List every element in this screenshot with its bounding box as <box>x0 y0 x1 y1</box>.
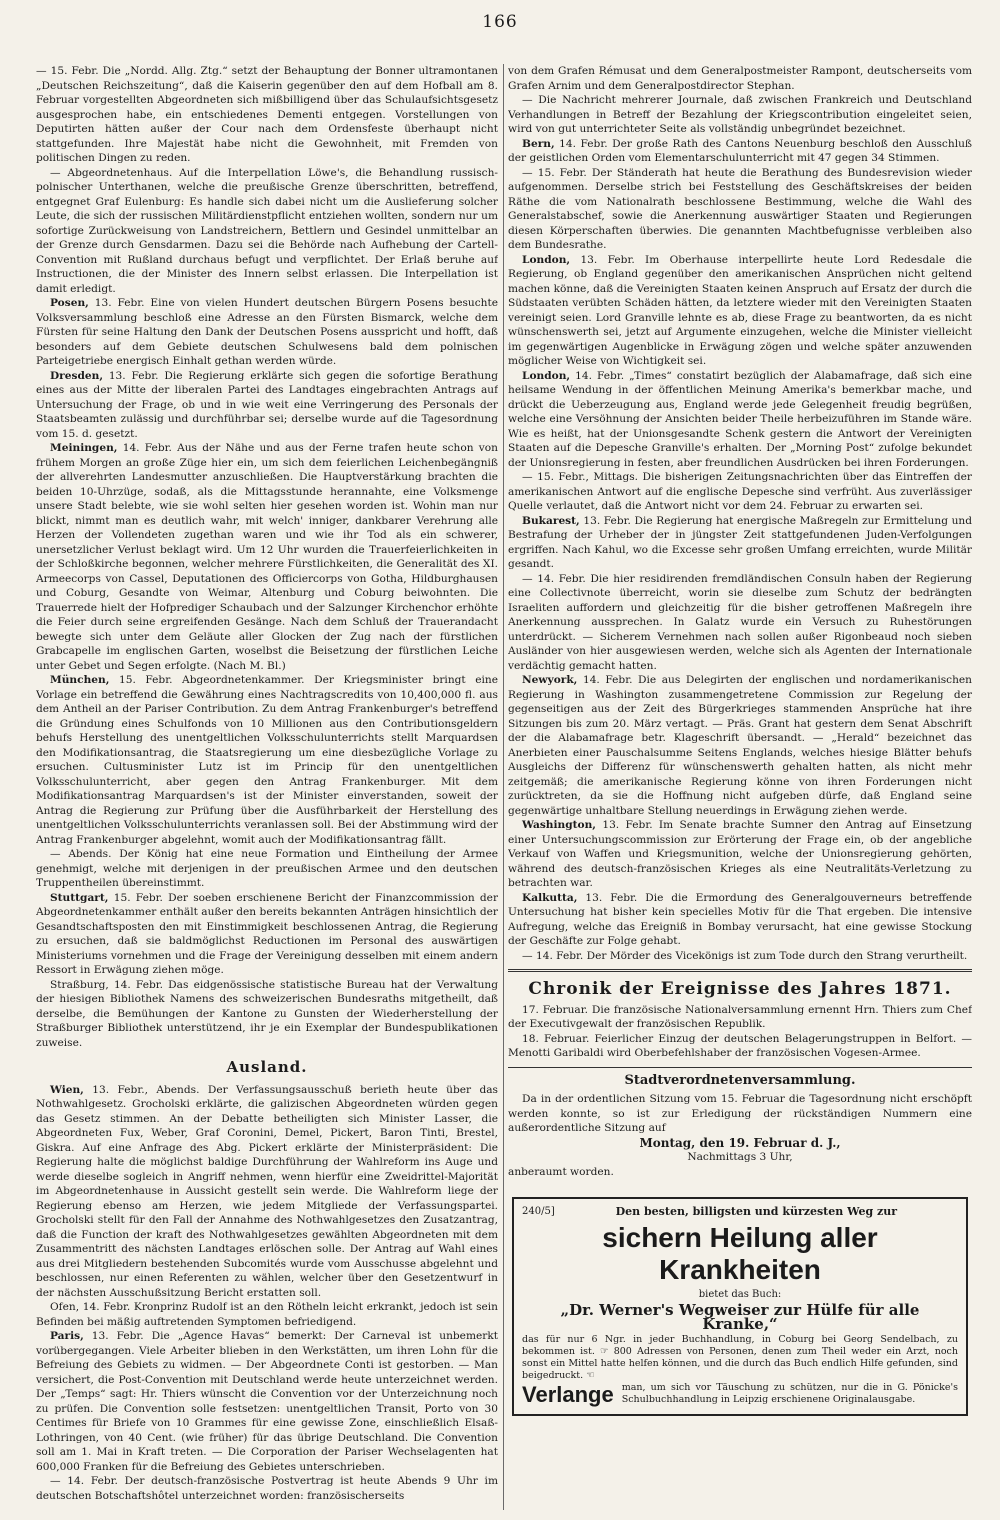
article-muenchen: München, 15. Febr. Abgeordnetenkammer. Der Kriegsminister bringt eine Vorlage ein betreffend die Gewährung eines Nachtragscredits von 10,400,000 fl. aus dem Antheil an der Pariser Contribution. Zu dem Antrag Frankenburger's betreffend die Gründung eines Schulfonds von 10 Millionen aus den Contributionsgeldern behufs Herstellung des unentgeltlichen Volksschulunterrichts stellt Marquardsen den Modifikationsantrag, die Staatsregierung um eine diesbezügliche Vorlage zu ersuchen. Cultusminister Lutz ist im Princip für den unentgeltlichen Volksschulunterricht, aber gegen den Antrag Frankenburger. Mit dem Modifikationsantrag Marquardsen's ist der Minister einverstanden, soweit der Antrag die Regierung zur Prüfung über die Ausführbarkeit der Herstellung des unentgeltlichen Volksschulunterrichts veranlassen soll. Bei der Abstimmung wird der Antrag Frankenburger abgelehnt, womit auch der Modifikationsantrag fällt. <box>36 674 498 846</box>
council-heading: Stadtverordnetenversammlung. <box>624 1072 856 1088</box>
dateline-posen: Posen, <box>50 297 89 309</box>
article-bukarest-consuln: — 14. Febr. Die hier residirenden fremdländischen Consuln haben der Regierung eine Collectivnote überreicht, worin sie dieselbe zum Schutz der bedrängten Israeliten auffordern und gleichzeitig für die bisher getroffenen Maßregeln ihre Anerkennung aussprechen. In Galatz wurde ein Versuch zu Ruhestörungen unterdrückt. — Sicherem Vernehmen nach sollen außer Rigonbeaud noch sieben Ausländer von hier ausgewiesen werden, welche sich als Agenten der Internationale verdächtig gemacht hatten. <box>508 572 972 672</box>
dateline-meiningen: Meiningen, <box>50 442 118 454</box>
ad-bottom <box>522 1382 958 1408</box>
page-number: 166 <box>482 12 518 32</box>
article-paris-postvertrag: — 14. Febr. Der deutsch-französische Postvertrag ist heute Abends 9 Uhr im deutschen Botschaftshôtel unterzeichnet worden: französischerseits <box>36 1475 498 1502</box>
article-staenderath: — 15. Febr. Der Ständerath hat heute die Berathung des Bundesrevision wieder aufgenommen. Derselbe strich bei Feststellung des Geschäftskreises der beiden Räthe die vom Nationalrath beschlossene Bestimmung, welche die Wahl des Generalstabschef, sowie die Anerkennung auswärtiger Staaten und Regierungen diesen Körperschaften überwies. Die genannten Machtbefugnisse verbleiben also dem Bundesrathe. <box>508 166 972 251</box>
chronik-heading: Chronik der Ereignisse des Jahres 1871. <box>528 979 952 999</box>
section-divider-2 <box>508 1067 972 1068</box>
chronik-entry-17: 17. Februar. Die französische Nationalversammlung ernennt Hrn. Thiers zum Chef der Executivgewalt der französischen Republik. <box>508 1003 972 1030</box>
article-posen: Posen, 13. Febr. Eine von vielen Hundert deutschen Bürgern Posens besuchte Volksversammlung beschloß eine Adresse an den Fürsten Bismarck, welche dem Fürsten für seine Haltung den Dank der Deutschen Posens ausspricht und hofft, daß besonders auf dem Gebiete deutschen Schulwesens bald dem polnischen Parteigetriebe energisch Einhalt gethan werden würde. <box>36 297 498 367</box>
council-end: anberaumt worden. <box>508 1165 614 1178</box>
council-time: Nachmittags 3 Uhr, <box>687 1151 793 1163</box>
ad-book-title: „Dr. Werner's Wegweiser zur Hülfe für alle Kranke,“ <box>560 1300 920 1333</box>
advertisement-box <box>512 1197 968 1416</box>
chronik-entry-18: 18. Februar. Feierlicher Einzug der deutschen Belagerungstruppen in Belfort. — Menotti Garibaldi wird Oberbefehlshaber der französischen Vogesen-Armee. <box>508 1032 972 1059</box>
dateline-bukarest: Bukarest, <box>522 514 580 527</box>
article-kalkutta-moerder: — 14. Febr. Der Mörder des Vicekönigs ist zum Tode durch den Strang verurtheilt. <box>522 949 968 962</box>
section-divider <box>508 969 972 972</box>
ad-headline: sichern Heilung aller Krankheiten <box>602 1221 878 1285</box>
article-meiningen: Meiningen, 14. Febr. Aus der Nähe und aus der Ferne trafen heute schon von frühem Morgen an große Züge hier ein, um sich dem feierlichen Leichenbegängniß der allverehrten Landesmutter anzuschließen. Die Hauptverstärkung brachten die beiden 10-Uhrzüge, sodaß, als die Mittagsstunde herannahte, eine Volksmenge unsere Stadt belebte, wie sie wohl selten hier gesehen worden ist. Wohin man nur blickt, nimmt man es deutlich wahr, mit welch' inniger, dankbarer Verehrung alle Herzen der Vollendeten zugethan waren und wie ihr Tod als ein schwerer, unersetzlicher Verlust beklagt wird. Um 12 Uhr wurden die Trauerfeierlichkeiten in der Schloßkirche begonnen, welcher mehrere Fürstlichkeiten, die Generalität des XI. Armeecorps von Cassel, Deputationen des Officiercorps von Gotha, Hildburghausen und Coburg, Gesandte von Weimar, Altenburg und Coburg beiwohnten. Die Trauerrede hielt der Hofprediger Schaubach und der Salzunger Kirchenchor erhöhte die Feier durch seine ergreifenden Gesänge. Nach dem Schluß der Trauerandacht bewegte sich unter dem Geläute aller Glocken der Zug nach der fürstlichen Grabcapelle im englischen Garten, woselbst die Beisetzung der fürstlichen Leiche unter Gebet und Segen erfolgte. (Nach M. Bl.) <box>36 442 498 672</box>
ad-bottom-text: man, um sich vor Täuschung zu schützen, nur die in G. Pönicke's Schulbuchhandlung in Leipzig erschienene Originalausgabe. <box>621 1381 958 1405</box>
dateline-kalkutta: Kalkutta, <box>522 891 578 904</box>
article-kalkutta: Kalkutta, 13. Febr. Die die Ermordung des Generalgouverneurs betreffende Untersuchung hat bisher kein specielles Motiv für die That ergeben. Die intensive Aufregung, welche das Ereigniß in Bombay verursacht, hat eine gewisse Stockung der Geschäfte zur Folge gehabt. <box>508 891 972 947</box>
article-dresden: Dresden, 13. Febr. Die Regierung erklärte sich gegen die sofortige Berathung eines aus der Mitte der liberalen Partei des Landtages eingebrachten Antrags auf Untersuchung der Frage, ob und in wie weit eine Verringerung des Personals der Staatsbeamten zulässig und durchführbar sei; derselbe wurde auf die Tagesordnung vom 15. d. gesetzt. <box>36 369 498 440</box>
dateline-dresden: Dresden, <box>50 369 104 382</box>
article-ofen: Ofen, 14. Febr. Kronprinz Rudolf ist an den Rötheln leicht erkrankt, jedoch ist sein Befinden bei mäßig auftretenden Symptomen befriedigend. <box>36 1301 498 1328</box>
article-newyork: Newyork, 14. Febr. Die aus Delegirten der englischen und nordamerikanischen Regierung in Washington zusammengetretene Commission zur Regelung der gegenseitigen aus der Zeit des Bürgerkrieges stammenden Ansprüche hat ihre Sitzungen bis zum 20. März vertagt. — Präs. Grant hat gestern dem Senat Abschrift der die Alabamafrage betr. Klageschrift übersandt. — „Herald“ bezeichnet das Anerbieten einer Pauschalsumme Seitens Englands, welches hiesige Blätter behufs Ausgleichs der Differenz für wünschenswerth gehalten hatten, als nicht mehr zeitgemäß; die amerikanische Regierung könne von ihren Forderungen nicht zurücktreten, da sie die Hoffnung nicht aufgeben dürfe, daß England seine gegenwärtige unhaltbare Stellung neuerdings in Erwägung ziehen werde. <box>508 674 972 817</box>
dateline-stuttgart: Stuttgart, <box>50 891 109 904</box>
article-bern: Bern, 14. Febr. Der große Rath des Cantons Neuenburg beschloß den Ausschluß der geistlichen Orden vom Elementarschulunterricht mit 47 gegen 34 Stimmen. <box>508 137 972 164</box>
dateline-newyork: Newyork, <box>522 674 578 686</box>
dateline-london: London, <box>522 253 571 266</box>
left-column <box>36 64 498 1510</box>
ad-intro <box>522 1205 958 1220</box>
article-muenchen-abends: — Abends. Der König hat eine neue Formation und Eintheilung der Armee genehmigt, welche mit derjenigen in der preußischen Armee und den deutschen Truppentheilen übereinstimmt. <box>36 848 498 889</box>
dateline-bern: Bern, <box>522 137 555 150</box>
article-kriegscontribution: — Die Nachricht mehrerer Journale, daß zwischen Frankreich und Deutschland Verhandlungen in Betreff der Bezahlung der Kriegscontribution eingeleitet seien, wird von gut unterrichteter Seite als vollständig unbegründet bezeichnet. <box>508 94 972 135</box>
article-london-14: London, 14. Febr. „Times“ constatirt bezüglich der Alabamafrage, daß sich eine heilsame Wendung in der öffentlichen Meinung Amerika's bemerkbar mache, und drückt die Ueberzeugung aus, England werde jede Gelegenheit freudig begrüßen, welche eine Versöhnung der Ansichten beider Theile herbeizuführen im Stande wäre. Wie es heißt, hat der Unionsgesandte Schenk gestern die Antwort der Vereinigten Staaten auf die Depesche Granville's erhalten. Der „Morning Post“ zufolge bekundet der Unionsregierung in festen, aber freundlichen Ausdrücken bei ihren Forderungen. <box>508 369 972 469</box>
article-washington: Washington, 13. Febr. Im Senate brachte Sumner den Antrag auf Einsetzung einer Untersuchungscommission zur Erörterung der Frage ein, ob der angebliche Verkauf von Waffen und Kriegsmunition, welche der Unionsregierung gehörten, während des deutsch-französischen Krieges als eine Neutralitäts-Verletzung zu betrachten war. <box>508 819 972 889</box>
right-column <box>508 64 972 1510</box>
column-divider <box>503 64 504 1510</box>
article-london-mittags: — 15. Febr., Mittags. Die bisherigen Zeitungsnachrichten über das Eintreffen der amerikanischen Antwort auf die englische Depesche sind verfrüht. Aus zuverlässiger Quelle verlautet, daß die Antwort nicht vor dem 24. Februar zu erwarten sei. <box>508 471 972 512</box>
article-london-13: London, 13. Febr. Im Oberhause interpellirte heute Lord Redesdale die Regierung, ob England gegenüber den amerikanischen Ansprüchen nicht geltend machen könne, daß die Vereinigten Staaten keinen Anspruch auf Ersatz der durch die Südstaaten verübten Schäden hätten, da letztere wieder mit den Vereinigten Staaten vereinigt seien. Lord Granville lehnte es ab, diese Frage zu beantworten, da es nicht wünschenswerth sei, jetzt auf Argumente einzugehen, welche die Minister vielleicht im gegenwärtigen Augenblicke in Erwägung zögen und welche später anzuwenden möglicher Weise von Wichtigkeit sei. <box>508 253 972 367</box>
dateline-paris: Paris, <box>50 1330 84 1342</box>
dateline-wien: Wien, <box>50 1083 84 1096</box>
dateline-muenchen: München, <box>50 674 110 686</box>
ad-details: das für nur 6 Ngr. in jeder Buchhandlung, in Coburg bei Georg Sendelbach, zu bekommen ist. ☞ 800 Adressen von Personen, denen zum Theil weder ein Arzt, noch sonst ein Mittel hatte helfen können, und die durch das Buch endlich Hilfe gefunden, sind beigedruckt. ☜ <box>522 1333 958 1381</box>
council-text: Da in der ordentlichen Sitzung vom 15. Februar die Tagesordnung nicht erschöpft werden konnte, so ist zur Erledigung der rückständigen Nummern eine außerordentliche Sitzung auf <box>508 1093 972 1134</box>
article-stuttgart: Stuttgart, 15. Febr. Der soeben erschienene Bericht der Finanzcommission der Abgeordnetenkammer enthält außer den bereits bekannten Anträgen hinsichtlich der Gesandtschaftsposten den mit Einstimmigkeit beschlossenen Antrag, die Regierung zu ersuchen, daß sie baldmöglichst Reductionen im Personal des auswärtigen Ministeriums vornehmen und die Frage der Vereinigung desselben mit einem andern Ressort in Erwägung ziehen möge. <box>36 891 498 976</box>
section-heading-ausland: Ausland. <box>226 1058 308 1076</box>
article-bukarest: Bukarest, 13. Febr. Die Regierung hat energische Maßregeln zur Ermittelung und Bestrafung der Urheber der in jüngster Zeit stattgefundenen Juden-Verfolgungen ergriffen. Nach Kahul, wo die Excesse sehr großen Umfang erreichten, wurde Militär gesandt. <box>508 514 972 570</box>
article-strassburg: Straßburg, 14. Febr. Das eidgenössische statistische Bureau hat der Verwaltung der hiesigen Bibliothek Namens des schweizerischen Bundesraths mitgetheilt, daß derselbe, die Bemühungen der Kantone zu Gunsten der Wiederherstellung der Straßburger Bibliothek unterstützend, ihr je ein Exemplar der Bundespublikationen zuweise. <box>36 978 498 1049</box>
ad-bietet: bietet das Buch: <box>698 1288 782 1300</box>
ad-intro-text: Den besten, billigsten und kürzesten Weg zur <box>615 1205 898 1218</box>
council-date: Montag, den 19. Februar d. J., <box>639 1135 841 1150</box>
dateline-washington: Washington, <box>522 819 596 831</box>
ad-verlange: Verlange <box>522 1381 614 1407</box>
article-wien: Wien, 13. Febr., Abends. Der Verfassungsausschuß berieth heute über das Nothwahlgesetz. Grocholski erklärte, die galizischen Abgeordneten würden gegen das Gesetz stimmen. An der Debatte betheiligten sich Minister Lasser, die Abgeordneten Fux, Weber, Graf Coronini, Demel, Pickert, Baron Tinti, Brestel, Giskra. Auf eine Anfrage des Abg. Pickert erklärte der Ministerpräsident: Die Regierung halte die möglichst baldige Durchführung der Wahlreform ins Auge und werde dieselbe sogleich in Angriff nehmen, wenn hierfür eine Zweidrittel-Majorität im Abgeordnetenhause in Aussicht gestellt sein werde. Die Wahlreform liege der Regierung ebenso am Herzen, wie jedem Mitgliede der Verfassungspartei. Grocholski stellt für den Fall der Annahme des Nothwahlgesetzes den Zusatzantrag, daß die Function der kraft des Nothwahlgesetzes gewählten Abgeordneten mit dem Zusammentritt des nächsten Landtages erlöschen solle. Der Antrag auf Wahl eines aus drei Mitgliedern bestehenden Subcomités wurde vom Ausschusse abgelehnt und beschlossen, nur einen Referenten zu wählen, welcher über den Gesetzentwurf in der nächsten Ausschußsitzung Bericht erstatten soll. <box>36 1083 498 1299</box>
article-abgeordnetenhaus: — Abgeordnetenhaus. Auf die Interpellation Löwe's, die Behandlung russisch-polnischer Unterthanen, welche die preußische Grenze überschritten, betreffend, entgegnet Graf Eulenburg: Es handle sich dabei nicht um die Auslieferung solcher Leute, die sich der russischen Militärdienstpflicht entziehen wollten, sondern nur um sofortige Zurückweisung von Landstreichern, Bettlern und Gesindel unmittelbar an der Grenze durch Gensdarmen. Dazu sei die Behörde nach Aufhebung der Cartell-Convention mit Rußland durchaus befugt und verpflichtet. Der Erlaß beruhe auf Instructionen, die der Minister des Innern selbst erlassen. Die Interpellation ist damit erledigt. <box>36 166 498 295</box>
ad-reference: 240/5] <box>522 1206 555 1217</box>
article-paris-continued: von dem Grafen Rémusat und dem Generalpostmeister Rampont, deutscherseits vom Grafen Arnim und dem Generalpostdirector Stephan. <box>508 65 972 92</box>
dateline-london-2: London, <box>522 369 571 382</box>
article-nordd-allg-ztg: — 15. Febr. Die „Nordd. Allg. Ztg.“ setzt der Behauptung der Bonner ultramontanen „Deutschen Reichszeitung“, daß die Kaiserin gegenüber den auf dem Hofball am 8. Februar vorgestellten Abgeordneten sich mißbilligend über das Schulaufsichtsgesetz ausgesprochen habe, ein entschiedenes Dementi entgegen. Vorstellungen von Deputirten hätten außer der Cour nach dem Ordensfeste überhaupt nicht stattgefunden. Ihre Majestät habe nicht die Gewohnheit, mit Fremden von politischen Dingen zu reden. <box>36 65 498 164</box>
article-paris: Paris, 13. Febr. Die „Agence Havas“ bemerkt: Der Carneval ist unbemerkt vorübergegangen. Viele Arbeiter blieben in den Werkstätten, um ihren Lohn für die Befreiung des Gebiets zu widmen. — Der Abgeordnete Conti ist gestorben. — Man versichert, die Post-Convention mit Deutschland werde heute unterzeichnet werden. Der „Temps“ sagt: Hr. Thiers wünscht die Convention vor der Unterzeichnung noch zu prüfen. Die Convention solle festsetzen: unentgeltlichen Transit, Porto von 30 Centimes für Briefe von 10 Grammes für eine gewisse Zone, einschließlich Elsaß-Lothringen, von 40 Cent. (wie früher) für das übrige Deutschland. Die Convention soll am 1. Mai in Kraft treten. — Die Corporation der Pariser Wechselagenten hat 600,000 Franken für die Befreiung des Gebietes unterschrieben. <box>36 1330 498 1473</box>
